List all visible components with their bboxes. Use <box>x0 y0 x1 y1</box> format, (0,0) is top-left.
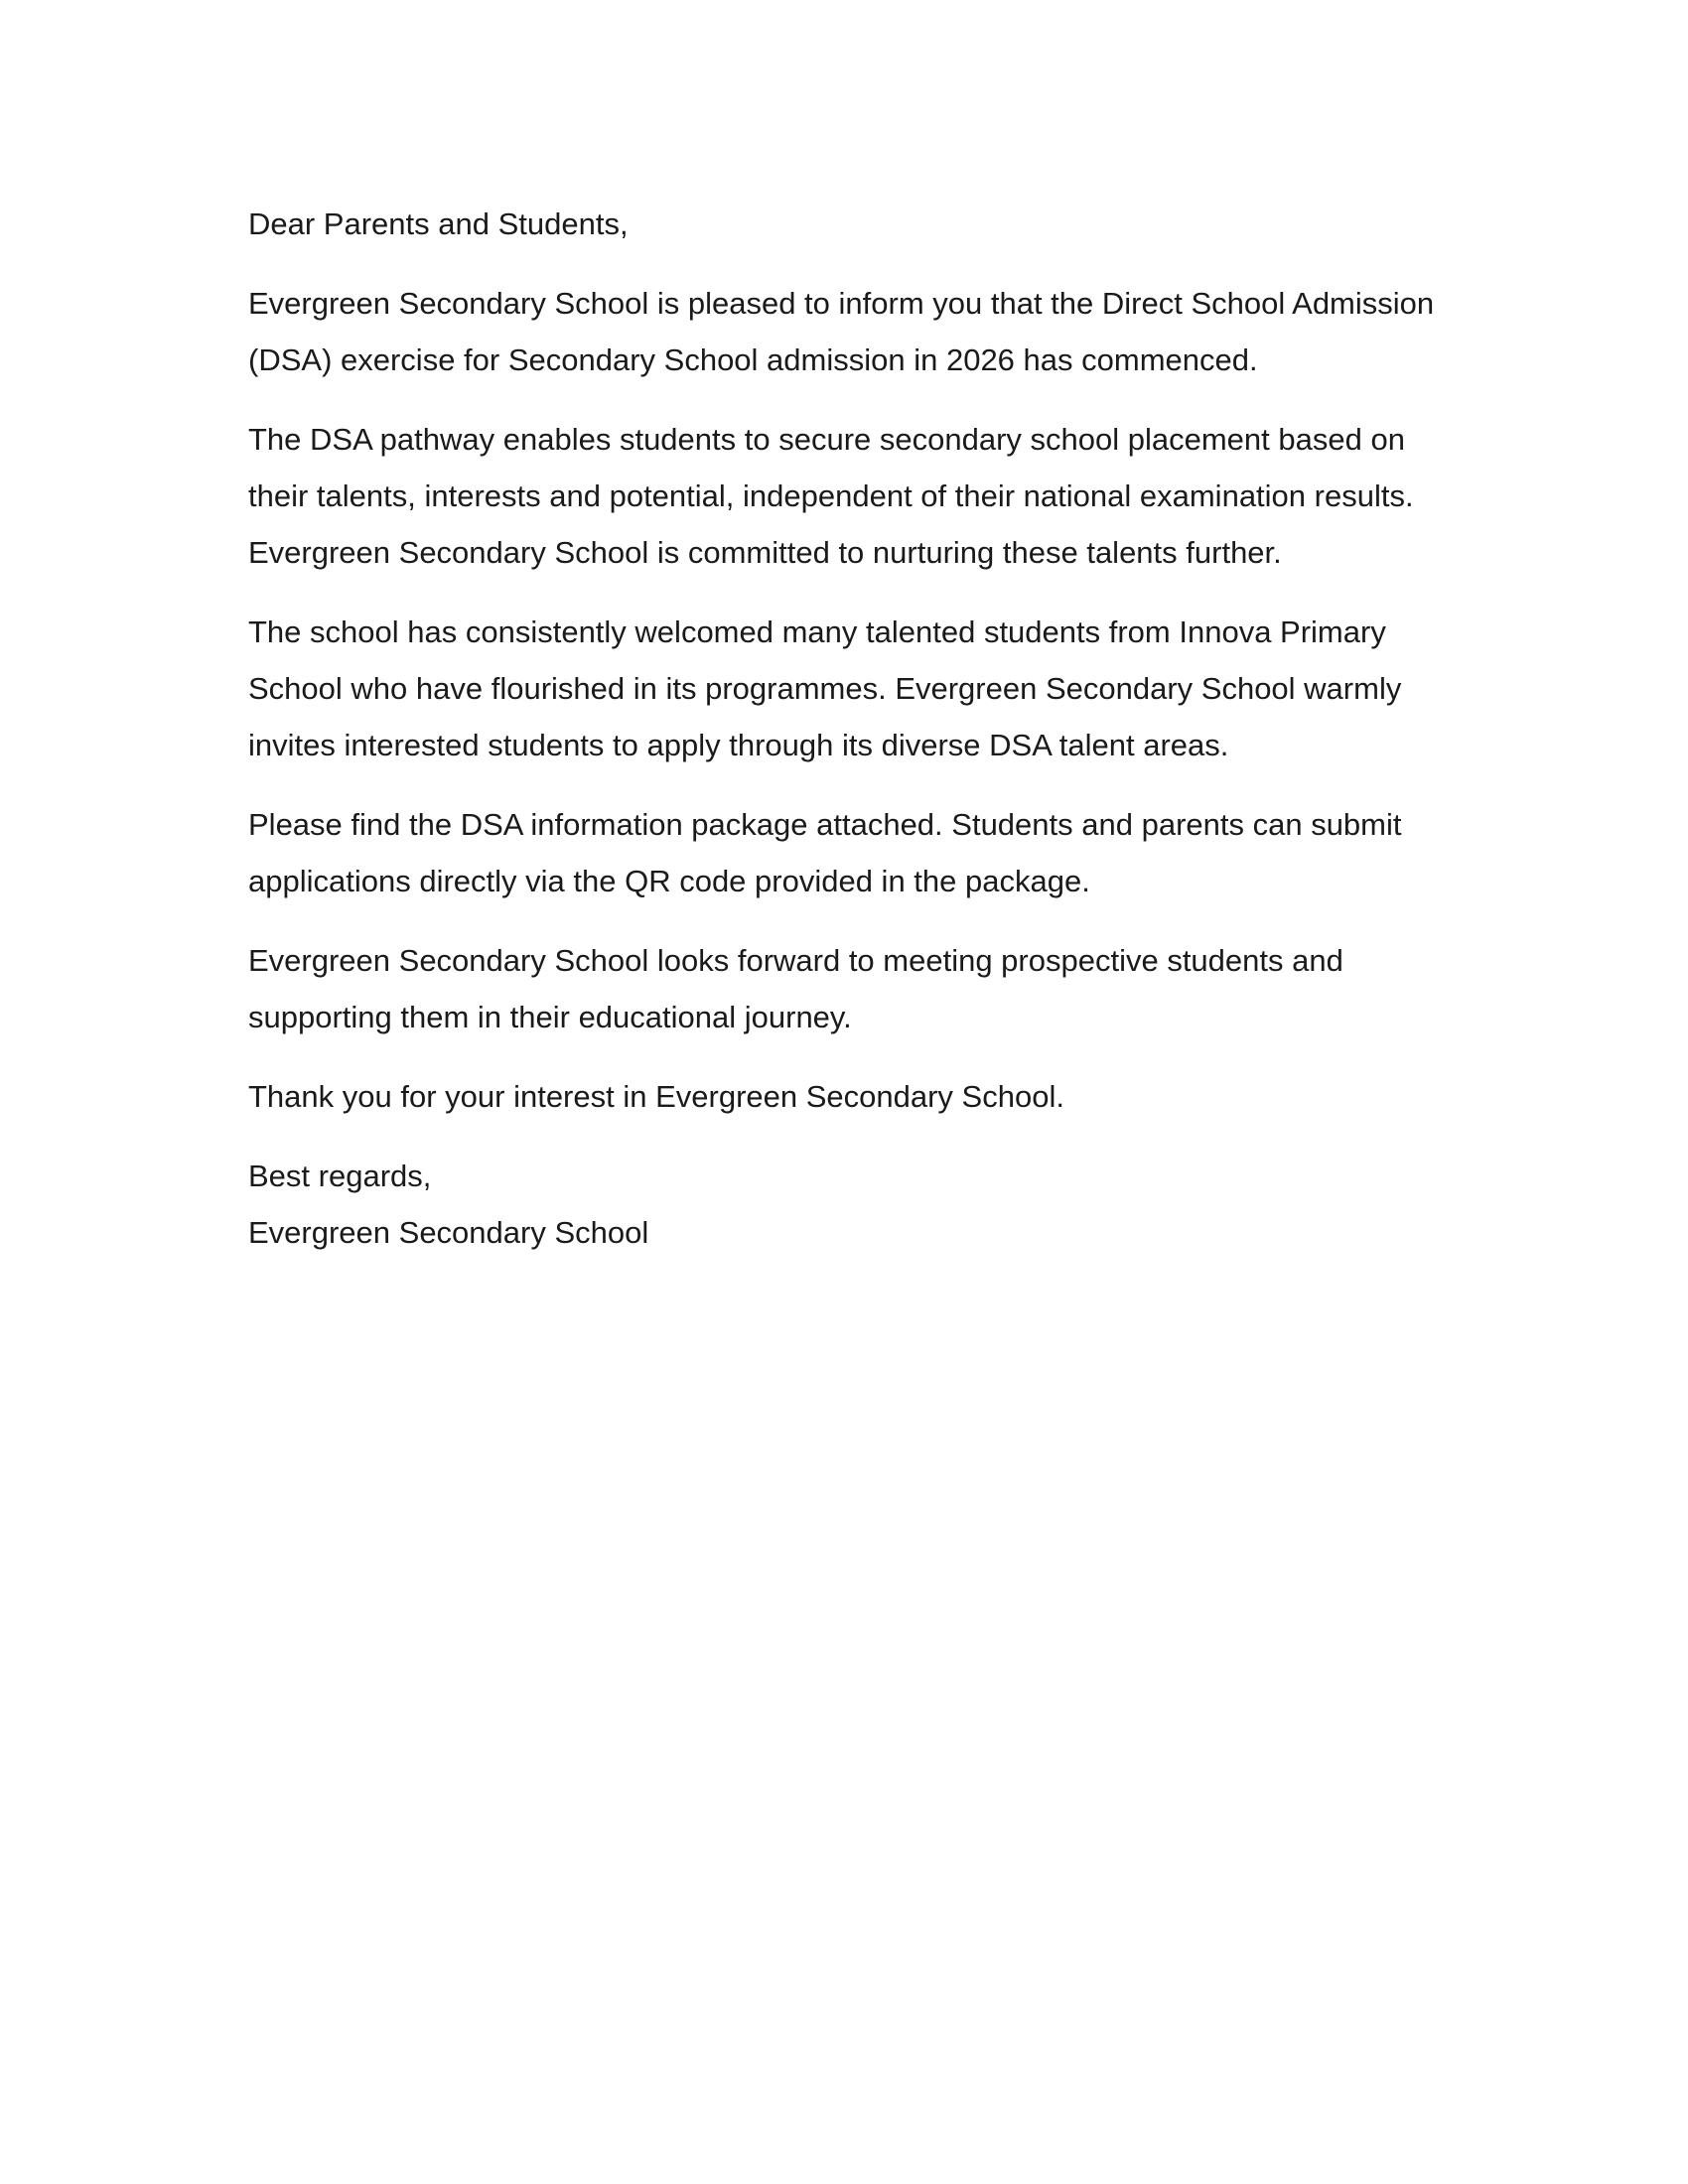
paragraph-information-package: Please find the DSA information package attached. Students and parents can submit applications directly via the QR code provided in the package. <box>248 807 1402 898</box>
letter-salutation: Dear Parents and Students, <box>248 206 629 241</box>
paragraph-dsa-pathway: The DSA pathway enables students to secure secondary school placement based on their talents, interests and potential, independent of their national examination results. Evergreen Secondary School is committed to nurturing these talents further. <box>248 422 1414 570</box>
paragraph-dsa-announcement: Evergreen Secondary School is pleased to inform you that the Direct School Admission (DSA) exercise for Secondary School admission in 2026 has commenced. <box>248 286 1435 377</box>
paragraph-school-invitation: The school has consistently welcomed many talented students from Innova Primary School who have flourished in its programmes. Evergreen Secondary School warmly invites interested students to apply through its diverse DSA talent areas. <box>248 614 1402 762</box>
paragraph-thank-you: Thank you for your interest in Evergreen Secondary School. <box>248 1079 1064 1114</box>
paragraph-looking-forward: Evergreen Secondary School looks forward to meeting prospective students and supporting them in their educational journey. <box>248 943 1343 1034</box>
letter-closing: Best regards, <box>248 1159 432 1193</box>
letter-body <box>248 196 1440 1261</box>
letter-signature: Evergreen Secondary School <box>248 1215 649 1250</box>
